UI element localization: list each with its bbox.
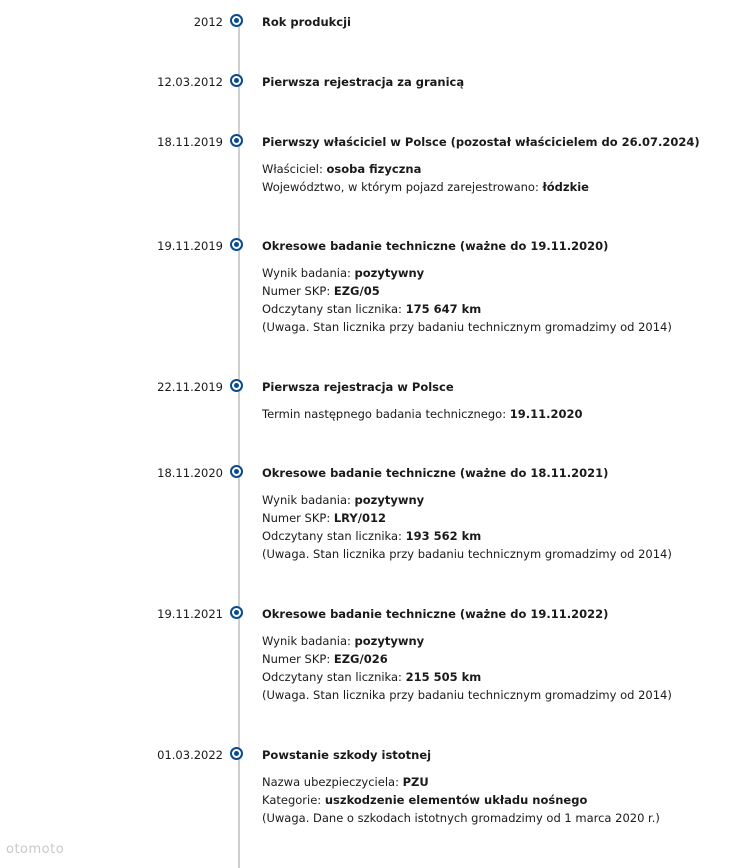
detail-line: [262, 650, 732, 668]
event-body: [262, 606, 732, 704]
detail-value: PZU: [402, 775, 429, 789]
detail-value: pozytywny: [354, 634, 425, 648]
event-details: [262, 405, 732, 423]
detail-label: Wynik badania:: [262, 634, 355, 648]
detail-label: Właściciel:: [262, 162, 327, 176]
detail-line: [262, 632, 732, 650]
detail-line: [262, 791, 732, 809]
event-details: [262, 160, 732, 196]
timeline-dot-icon: [230, 14, 243, 27]
detail-value: 215 505 km: [405, 670, 482, 684]
detail-label: Numer SKP:: [262, 511, 334, 525]
detail-value: LRY/012: [333, 511, 386, 525]
event-details: [262, 632, 732, 704]
detail-note: [262, 318, 732, 336]
detail-line: [262, 773, 732, 791]
event-body: [262, 747, 732, 827]
event-date: 18.11.2019: [157, 135, 223, 149]
event-title: Rok produkcji: [262, 15, 351, 29]
detail-line: [262, 491, 732, 509]
timeline-dot-icon: [230, 606, 243, 619]
detail-label: Numer SKP:: [262, 284, 334, 298]
event-title: Powstanie szkody istotnej: [262, 748, 432, 762]
detail-line: [262, 264, 732, 282]
detail-label: Nazwa ubezpieczyciela:: [262, 775, 403, 789]
detail-label: Odczytany stan licznika:: [262, 529, 406, 543]
detail-label: Numer SKP:: [262, 652, 334, 666]
timeline-dot-icon: [230, 747, 243, 760]
detail-label: Termin następnego badania technicznego:: [262, 407, 510, 421]
detail-value: pozytywny: [354, 266, 425, 280]
detail-note: [262, 545, 732, 563]
event-title: Pierwszy właściciel w Polsce (pozostał właścicielem do 26.07.2024): [262, 135, 700, 149]
detail-label: Odczytany stan licznika:: [262, 302, 406, 316]
detail-line: [262, 405, 732, 423]
timeline-dot-icon: [230, 134, 243, 147]
detail-value: pozytywny: [354, 493, 425, 507]
detail-value: EZG/05: [333, 284, 380, 298]
event-title: Pierwsza rejestracja w Polsce: [262, 380, 454, 394]
event-date: 12.03.2012: [157, 75, 223, 89]
detail-note-text: (Uwaga. Stan licznika przy badaniu technicznym gromadzimy od 2014): [262, 547, 672, 561]
detail-value: łódzkie: [542, 180, 589, 194]
timeline-dot-icon: [230, 74, 243, 87]
detail-value: 193 562 km: [405, 529, 482, 543]
detail-note-text: (Uwaga. Stan licznika przy badaniu technicznym gromadzimy od 2014): [262, 688, 672, 702]
event-body: [262, 74, 732, 90]
event-date: 2012: [193, 15, 223, 29]
detail-value: EZG/026: [333, 652, 388, 666]
detail-line: [262, 282, 732, 300]
timeline-dot-icon: [230, 379, 243, 392]
detail-label: Odczytany stan licznika:: [262, 670, 406, 684]
event-details: [262, 773, 732, 827]
detail-label: Wynik badania:: [262, 266, 355, 280]
detail-label: Województwo, w którym pojazd zarejestrowano:: [262, 180, 543, 194]
timeline-dot-icon: [230, 465, 243, 478]
event-date: 19.11.2021: [157, 607, 223, 621]
detail-note-text: (Uwaga. Stan licznika przy badaniu technicznym gromadzimy od 2014): [262, 320, 672, 334]
event-body: [262, 465, 732, 563]
event-details: [262, 264, 732, 336]
event-date: 01.03.2022: [157, 748, 223, 762]
event-date: 22.11.2019: [157, 380, 223, 394]
timeline-dot-icon: [230, 238, 243, 251]
event-body: [262, 14, 732, 30]
watermark-logo: otomoto: [6, 842, 65, 857]
event-details: [262, 491, 732, 563]
detail-value: 175 647 km: [405, 302, 482, 316]
event-title: Pierwsza rejestracja za granicą: [262, 75, 465, 89]
detail-label: Wynik badania:: [262, 493, 355, 507]
detail-value: uszkodzenie elementów układu nośnego: [324, 793, 588, 807]
detail-line: [262, 509, 732, 527]
event-body: [262, 379, 732, 423]
event-title: Okresowe badanie techniczne (ważne do 18.11.2021): [262, 466, 609, 480]
detail-line: [262, 160, 732, 178]
detail-line: [262, 668, 732, 686]
event-date: 18.11.2020: [157, 466, 223, 480]
detail-value: 19.11.2020: [509, 407, 583, 421]
event-date: 19.11.2019: [157, 239, 223, 253]
detail-note: [262, 686, 732, 704]
detail-note: [262, 809, 732, 827]
event-body: [262, 134, 732, 196]
event-title: Okresowe badanie techniczne (ważne do 19.11.2020): [262, 239, 609, 253]
detail-line: [262, 527, 732, 545]
detail-line: [262, 178, 732, 196]
event-title: Okresowe badanie techniczne (ważne do 19.11.2022): [262, 607, 609, 621]
detail-label: Kategorie:: [262, 793, 325, 807]
detail-value: osoba fizyczna: [326, 162, 422, 176]
detail-note-text: (Uwaga. Dane o szkodach istotnych gromadzimy od 1 marca 2020 r.): [262, 811, 660, 825]
event-body: [262, 238, 732, 336]
detail-line: [262, 300, 732, 318]
